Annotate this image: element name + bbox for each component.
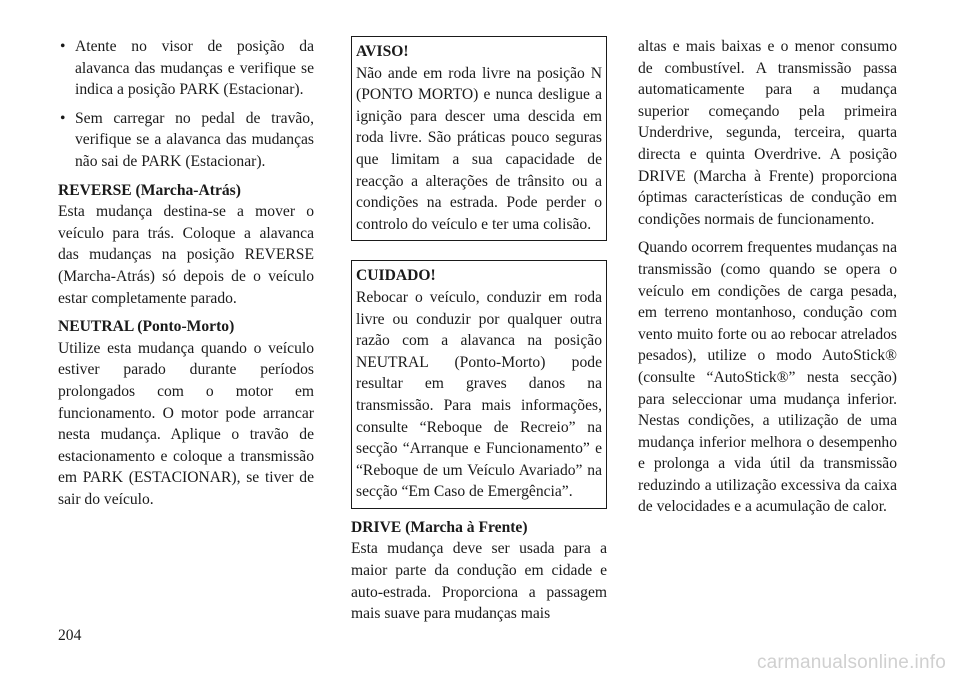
right-column <box>638 36 897 518</box>
neutral-paragraph: Utilize esta mudança quando o veículo estiver parado durante períodos prolongados com o motor em funcionamento. O motor pode arrancar nesta mudança. Aplique o travão de estacionamento e coloque a transmissão em PARK (ESTACIONAR), se tiver de sair do veículo. <box>58 339 314 508</box>
watermark: carmanualsonline.info <box>756 652 946 673</box>
frequent-shifts-paragraph: Quando ocorrem frequentes mudanças na transmissão (como quando se opera o veículo em condições de carga pesada, em terreno montanhoso, condução com vento muito forte ou ao rebocar atrelados pesados), utilize o modo AutoStick® (consulte “AutoStick®” nesta secção) para seleccionar uma mudança inferior. Nestas condições, a utilização de uma mudança inferior melhora o desempenho e prolonga a vida útil da transmissão reduzindo a utilização excessiva da caixa de velocidades e a acumulação de calor. <box>638 239 897 516</box>
list-item: • Atente no visor de posição da alavanca das mudanças e verifique se indica a posição PARK (Estacionar). <box>58 36 314 101</box>
reverse-heading: REVERSE (Marcha-Atrás) <box>58 181 241 199</box>
reverse-paragraph: Esta mudança destina-se a mover o veículo para trás. Coloque a alavanca das mudanças na posição REVERSE (Marcha-Atrás) só depois de o veículo estar completamente parado. <box>58 203 314 307</box>
caution-box <box>351 260 607 509</box>
warning-text: Não ande em roda livre na posição N (PONTO MORTO) e nunca desligue a ignição para descer uma descida em roda livre. São práticas pouco seguras que limitam a sua capacidade de reacção a alterações de trânsito ou a condições na estrada. Pode perder o controlo do veículo e ter uma colisão. <box>356 64 602 233</box>
neutral-heading: NEUTRAL (Ponto-Morto) <box>58 318 235 336</box>
warning-box <box>351 36 607 241</box>
park-check-list <box>58 36 314 173</box>
page-number: 204 <box>58 627 82 644</box>
warning-title: AVISO! <box>356 43 409 60</box>
caution-title: CUIDADO! <box>356 267 436 285</box>
middle-column <box>351 36 607 625</box>
drive-continued-paragraph: altas e mais baixas e o menor consumo de combustível. A transmissão passa automaticamente para a mudança superior começando pela primeira Underdrive, segunda, terceira, quarta directa e quinta Overdrive. A posição DRIVE (Marcha à Frente) proporciona óptimas características de condução em condições normais de funcionamento. <box>638 38 897 228</box>
left-column <box>58 36 314 510</box>
drive-section <box>351 517 607 625</box>
caution-text: Rebocar o veículo, conduzir em roda livre ou conduzir por qualquer outra razão com a alavanca na posição NEUTRAL (Ponto-Morto) pode resultar em graves danos na transmissão. Para mais informações, consulte “Reboque de Recreio” na secção “Arranque e Funcionamento” e “Reboque de um Veículo Avariado” na secção “Em Caso de Emergência”. <box>356 288 602 501</box>
drive-heading: DRIVE (Marcha à Frente) <box>351 518 528 536</box>
drive-paragraph: Esta mudança deve ser usada para a maior parte da condução em cidade e auto-estrada. Proporciona a passagem mais suave para mudanças mais <box>351 540 607 623</box>
list-item: • Sem carregar no pedal de travão, verifique se a alavanca das mudanças não sai de PARK (Estacionar). <box>58 108 314 173</box>
